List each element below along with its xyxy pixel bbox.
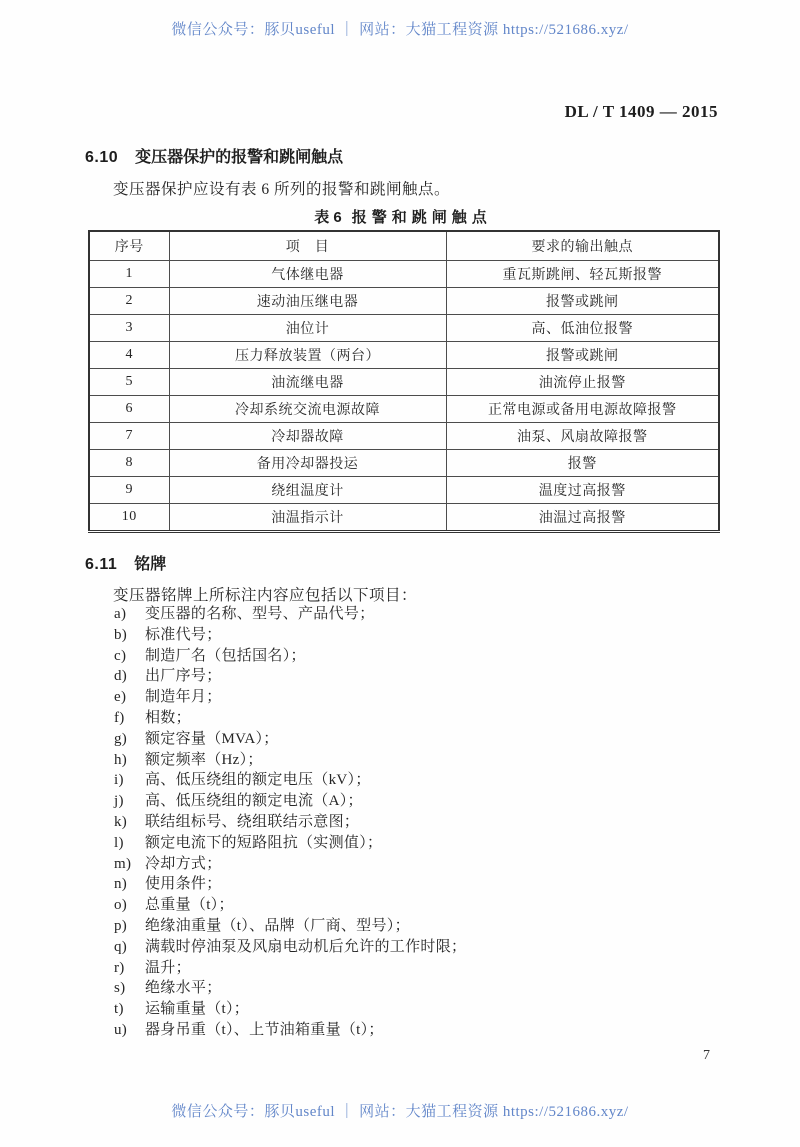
list-item [114, 791, 734, 812]
list-item-marker: j) [114, 793, 124, 810]
list-item-text: 高、低压绕组的额定电流（A）； [145, 793, 363, 810]
list-item-marker: s) [114, 980, 126, 997]
list-item-text: 运输重量（t）； [145, 1001, 250, 1018]
table-row [89, 504, 719, 532]
list-item-marker: m) [114, 855, 132, 872]
list-item [114, 999, 734, 1020]
list-item-marker: e) [114, 689, 127, 706]
list-item-text: 出厂序号； [145, 668, 222, 685]
table-row [89, 396, 719, 423]
list-item-marker: r) [114, 959, 125, 976]
section-6-10-paragraph: 变压器保护应设有表 6 所列的报警和跳闸触点。 [113, 181, 451, 198]
list-item-marker: d) [114, 668, 128, 685]
list-item-marker: i) [114, 772, 124, 789]
table-row [89, 342, 719, 369]
table-row [89, 261, 719, 288]
table-row [89, 315, 719, 342]
table-row [89, 288, 719, 315]
section-6-10-title: 变压器保护的报警和跳闸触点 [135, 149, 344, 166]
list-item [114, 750, 734, 771]
list-item [114, 666, 734, 687]
table-cell: 冷却器故障 [169, 423, 446, 450]
list-item-text: 高、低压绕组的额定电压（kV）； [145, 772, 371, 789]
list-item-marker: n) [114, 876, 128, 893]
list-item-marker: u) [114, 1021, 128, 1038]
list-item-text: 标准代号； [145, 626, 222, 643]
list-item [114, 895, 734, 916]
list-item-text: 使用条件； [145, 876, 222, 893]
column-header-item: 项 目 [169, 231, 446, 261]
standard-number: DL / T 1409 — 2015 [564, 102, 718, 121]
list-item-marker: b) [114, 626, 128, 643]
table-cell: 绕组温度计 [169, 477, 446, 504]
list-item [114, 833, 734, 854]
table-row [89, 477, 719, 504]
list-item [114, 708, 734, 729]
section-6-11-number: 6.11 [85, 556, 118, 573]
list-item-text: 额定频率（Hz）； [145, 751, 263, 768]
column-header-index: 序号 [89, 231, 169, 261]
table-cell: 备用冷却器投运 [169, 450, 446, 477]
alarm-trip-contacts-table [88, 230, 720, 533]
section-6-11-heading [85, 551, 166, 574]
table-row [89, 369, 719, 396]
table-cell: 压力释放装置（两台） [169, 342, 446, 369]
table-cell: 报警或跳闸 [446, 288, 719, 315]
table-cell: 2 [89, 288, 169, 315]
list-item [114, 1020, 734, 1041]
table-cell: 8 [89, 450, 169, 477]
list-item-marker: q) [114, 938, 128, 955]
list-item-text: 联结组标号、绕组联结示意图； [145, 813, 360, 830]
list-item [114, 604, 734, 625]
table-cell: 4 [89, 342, 169, 369]
table-caption [88, 206, 718, 227]
table-cell: 冷却系统交流电源故障 [169, 396, 446, 423]
list-item-marker: p) [114, 917, 128, 934]
table-cell: 6 [89, 396, 169, 423]
list-item-marker: f) [114, 709, 125, 726]
page-number: 7 [703, 1048, 710, 1063]
table-cell: 油温过高报警 [446, 504, 719, 532]
list-item [114, 937, 734, 958]
footer-watermark: 微信公众号：豚贝useful ｜ 网站：大猫工程资源 https://521686.xyz/ [171, 1104, 629, 1120]
table-caption-title: 报警和跳闸触点 [351, 209, 492, 226]
table-cell: 油泵、风扇故障报警 [446, 423, 719, 450]
list-item-text: 相数； [145, 709, 191, 726]
table-cell: 1 [89, 261, 169, 288]
list-item [114, 625, 734, 646]
table-cell: 温度过高报警 [446, 477, 719, 504]
table-cell: 正常电源或备用电源故障报警 [446, 396, 719, 423]
table-cell: 油位计 [169, 315, 446, 342]
list-item [114, 874, 734, 895]
table-cell: 10 [89, 504, 169, 532]
list-item [114, 812, 734, 833]
nameplate-list [114, 604, 734, 1041]
list-item-marker: a) [114, 606, 127, 622]
list-item-text: 总重量（t）； [145, 897, 234, 914]
table-row [89, 450, 719, 477]
table-cell: 报警或跳闸 [446, 342, 719, 369]
section-6-11-paragraph: 变压器铭牌上所标注内容应包括以下项目： [113, 587, 418, 604]
list-item-marker: t) [114, 1001, 124, 1018]
list-item-text: 满载时停油泵及风扇电动机后允许的工作时限； [145, 938, 467, 955]
list-item-marker: h) [114, 751, 128, 768]
table-cell: 重瓦斯跳闸、轻瓦斯报警 [446, 261, 719, 288]
list-item [114, 729, 734, 750]
list-item-text: 器身吊重（t）、上节油箱重量（t）； [145, 1021, 384, 1038]
list-item-marker: g) [114, 730, 128, 747]
header-watermark: 微信公众号：豚贝useful ｜ 网站：大猫工程资源 https://521686.xyz/ [171, 22, 629, 38]
list-item-text: 绝缘水平； [145, 980, 222, 997]
table-rows [89, 261, 719, 532]
list-item-text: 制造厂名（包括国名）； [145, 647, 306, 664]
list-item-text: 额定容量（MVA）； [145, 730, 279, 747]
table-cell: 油温指示计 [169, 504, 446, 532]
list-item-marker: c) [114, 647, 127, 664]
list-item [114, 687, 734, 708]
section-6-10-number: 6.10 [85, 149, 119, 166]
table-cell: 速动油压继电器 [169, 288, 446, 315]
table-cell: 油流停止报警 [446, 369, 719, 396]
table-cell: 气体继电器 [169, 261, 446, 288]
column-header-output: 要求的输出触点 [446, 231, 719, 261]
list-item-marker: o) [114, 897, 128, 914]
list-item-text: 额定电流下的短路阻抗（实测值）； [145, 834, 383, 851]
list-item [114, 978, 734, 999]
table-cell: 油流继电器 [169, 369, 446, 396]
list-item-marker: k) [114, 813, 128, 830]
list-item-marker: l) [114, 834, 124, 851]
table-row [89, 423, 719, 450]
list-item-text: 绝缘油重量（t）、品牌（厂商、型号）； [145, 917, 410, 934]
list-item [114, 854, 734, 875]
table-header-row [89, 231, 719, 261]
section-6-10-heading [85, 144, 343, 167]
list-item-text: 变压器的名称、型号、产品代号； [145, 606, 375, 622]
table-cell: 3 [89, 315, 169, 342]
table-caption-label: 表 6 [314, 209, 342, 226]
table-cell: 7 [89, 423, 169, 450]
list-item [114, 958, 734, 979]
list-item [114, 770, 734, 791]
list-item-text: 制造年月； [145, 689, 222, 706]
table-cell: 高、低油位报警 [446, 315, 719, 342]
section-6-11-title: 铭牌 [134, 556, 167, 573]
list-item-text: 温升； [145, 959, 191, 976]
list-item-text: 冷却方式； [145, 855, 222, 872]
table-cell: 5 [89, 369, 169, 396]
table-cell: 9 [89, 477, 169, 504]
table-cell: 报警 [446, 450, 719, 477]
list-item [114, 916, 734, 937]
list-item [114, 646, 734, 667]
